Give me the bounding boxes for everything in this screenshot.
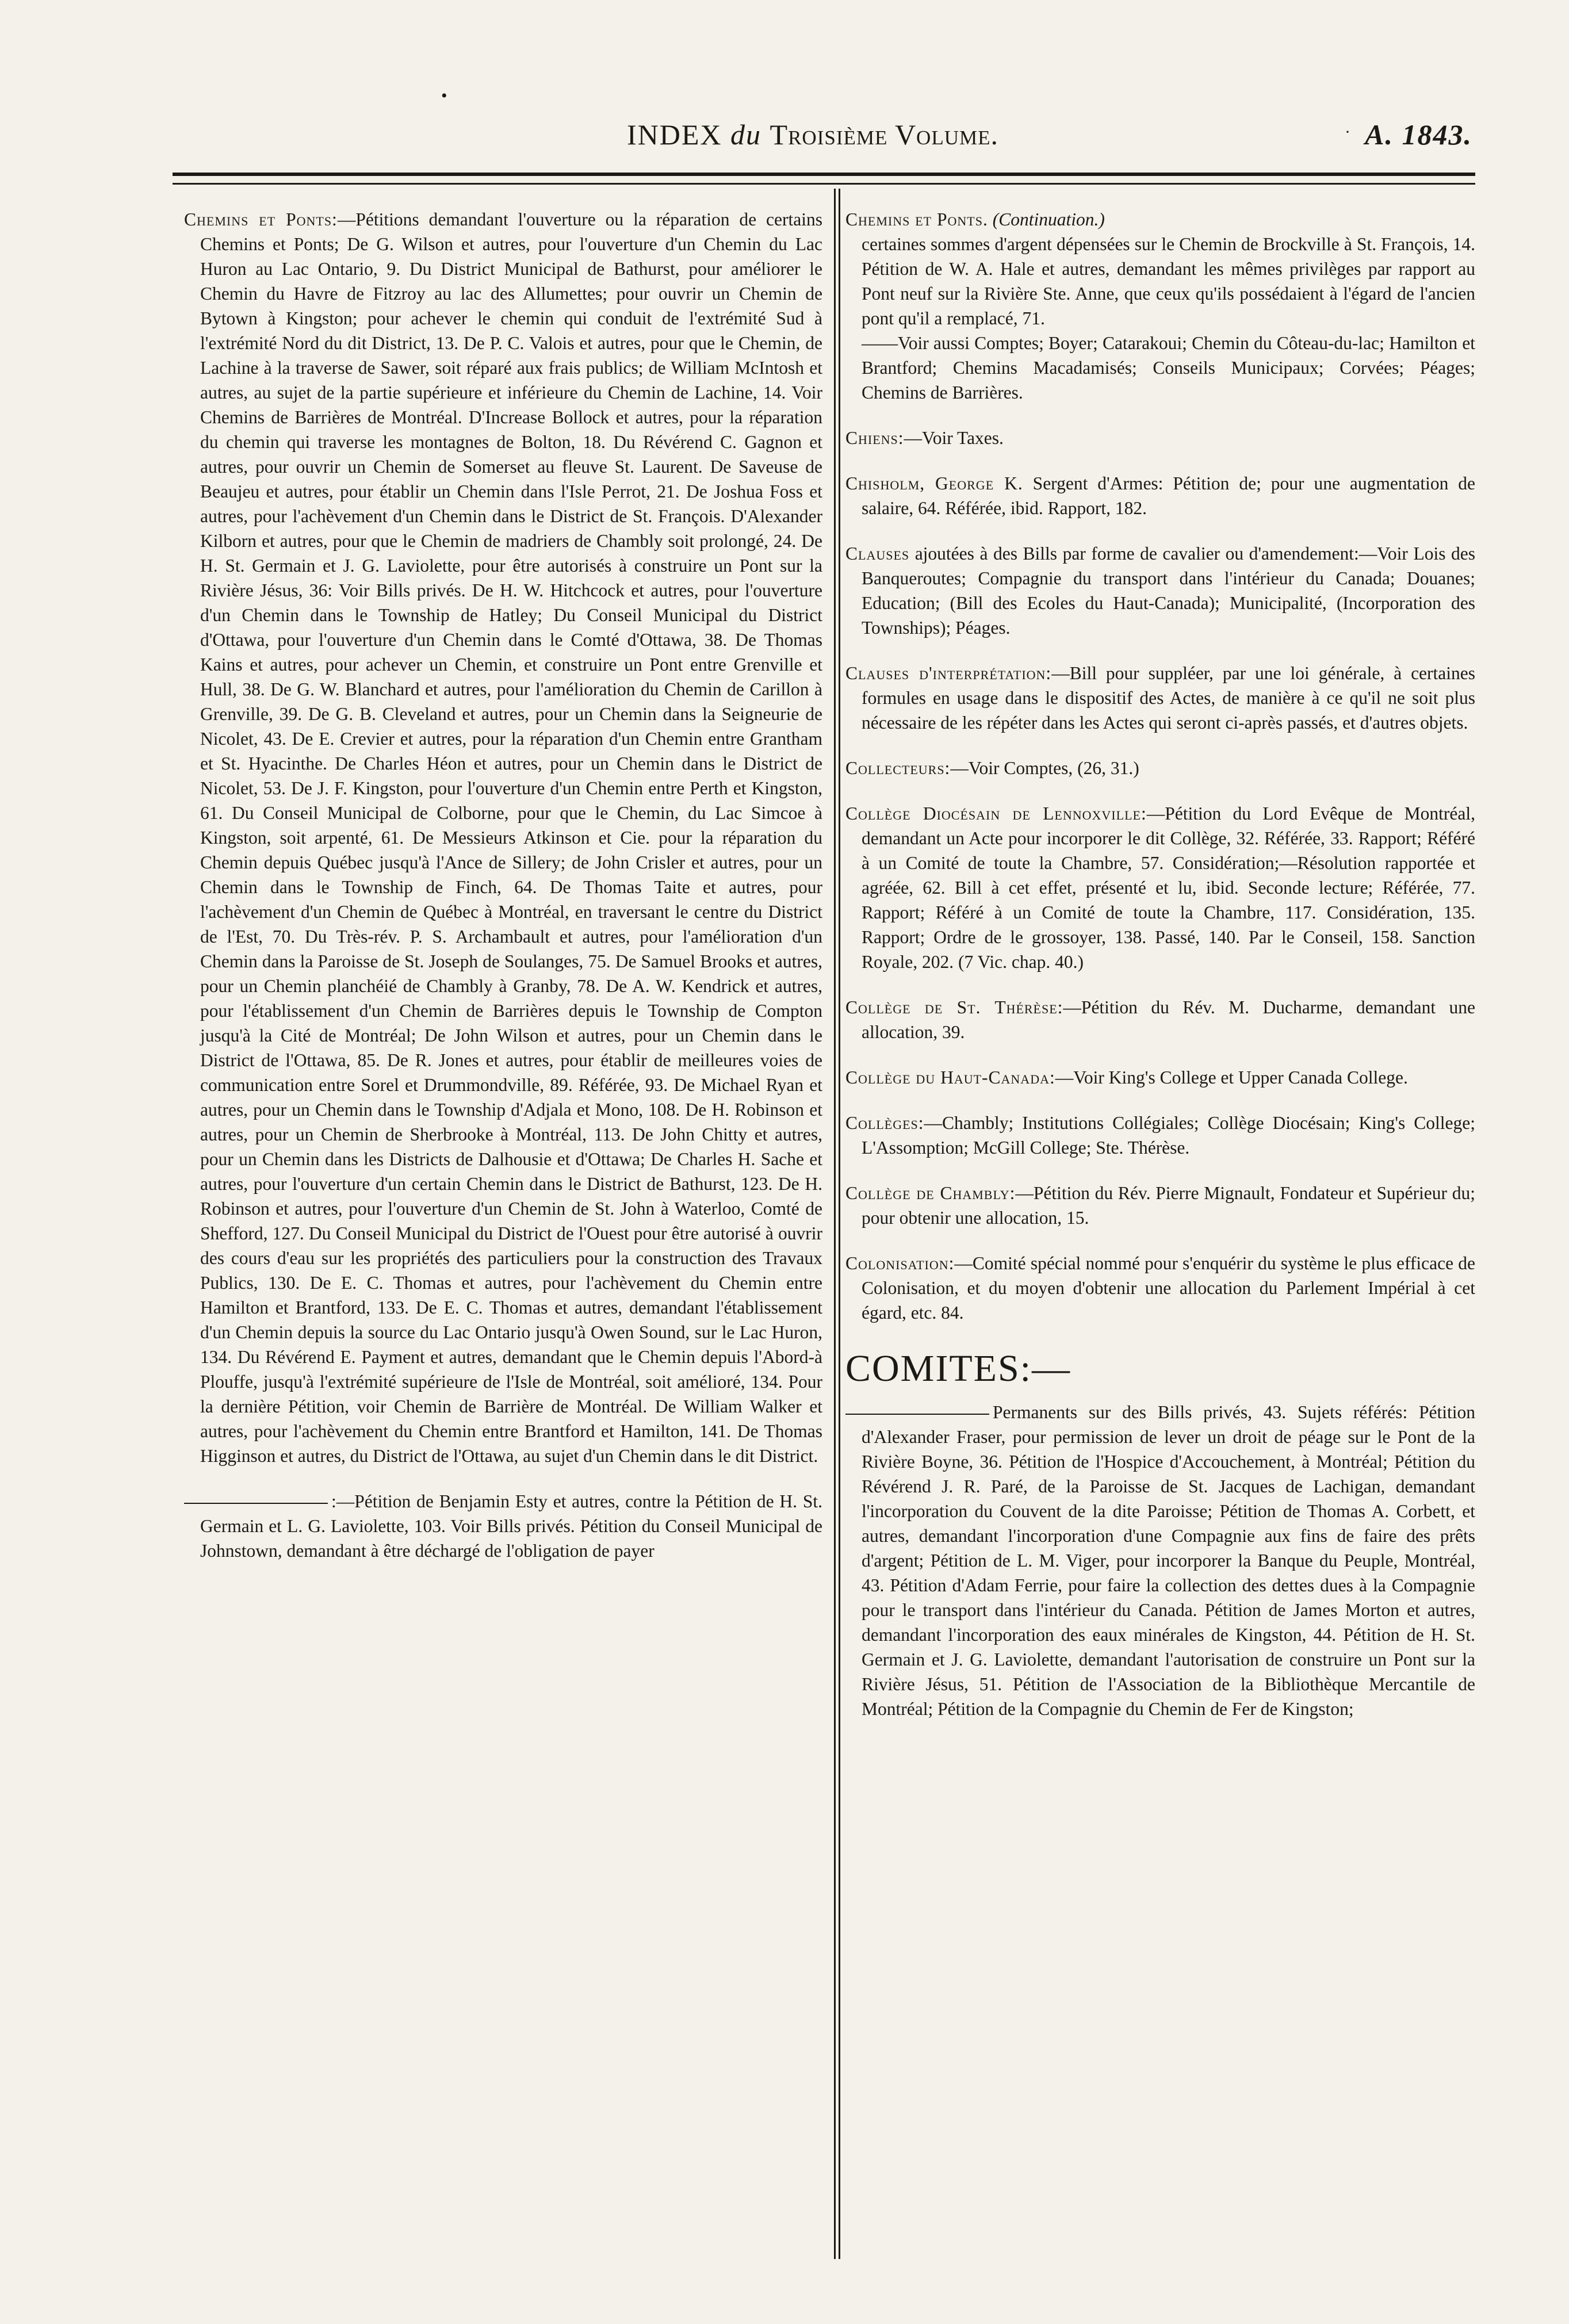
entry-clauses xyxy=(845,541,1475,640)
entry-body: —Pétitions demandant l'ouverture ou la réparation de certains Chemins et Ponts; De G. Wilson et autres, pour l'ouverture d'un Chemin du Lac Huron au Lac Ontario, 9. Du District Municipal de Bathurst, pour améliorer le Chemin du Havre de Fitzroy au lac des Allumettes; pour ouvrir un Chemin de Bytown à Kingston; pour achever le chemin qui conduit de l'extrémité Sud à l'extrémité Nord du dit District, 13. De P. C. Valois et autres, pour que le Chemin, de Lachine à la traverse de Sawer, soit réparé aux frais publics; de William McIntosh et autres, au sujet de la partie supérieure et inférieure du Chemin de Lachine, 14. Voir Chemins de Barrières de Montréal. D'Increase Bollock et autres, pour la réparation du chemin qui traverse les montagnes de Bolton, 18. Du Révérend C. Gagnon et autres, pour ouvrir un Chemin de Somerset au fleuve St. Laurent. De Saveuse de Beaujeu et autres, pour établir un Chemin dans l'Isle Perrot, 21. De Joshua Foss et autres, pour l'achèvement d'un Chemin dans le District de St. François. D'Alexander Kilborn et autres, pour que le Chemin de madriers de Chambly soit prolongé, 24. De H. St. Germain et J. G. Laviolette, pour être autorisés à construire un Pont sur la Rivière Jésus, 36: Voir Bills privés. De H. W. Hitchcock et autres, pour l'ouverture d'un Chemin dans le Township de Hatley; Du Conseil Municipal du District d'Ottawa, pour l'ouverture d'un Chemin dans le Comté d'Ottawa, 38. De Thomas Kains et autres, pour achever un Chemin, et construire un Pont entre Grenville et Hull, 38. De G. W. Blanchard et autres, pour l'amélioration du Chemin de Carillon à Grenville, 39. De G. B. Cleveland et autres, pour un Chemin dans la Seigneurie de Nicolet, 43. De E. Crevier et autres, pour la réparation d'un Chemin entre Grantham et St. Hyacinthe. De Charles Héon et autres, pour un Chemin dans le District de Nicolet, 53. De J. F. Kingston, pour l'ouverture d'un Chemin entre Perth et Kingston, 61. Du Conseil Municipal de Colborne, pour que le Chemin, du Lac Simcoe à Kingston, soit arpenté, 61. De Messieurs Atkinson et Cie. pour la réparation du Chemin depuis Québec jusqu'à l'Ance de Sillery; de John Crisler et autres, pour un Chemin dans le Township de Finch, 64. De Thomas Taite et autres, pour l'achèvement d'un Chemin de Québec à Montréal, en traversant le centre du District de l'Est, 70. Du Très-rév. P. S. Archambault et autres, pour l'amélioration d'un Chemin dans la Paroisse de St. Joseph de Soulanges, 75. De Samuel Brooks et autres, pour un Chemin planchéié de Chambly à Granby, 78. De A. W. Kendrick et autres, pour l'établissement d'un Chemin de Barrières depuis le Township de Compton jusqu'à la Cité de Montréal; De John Wilson et autres, pour un Chemin dans le District de l'Ottawa, 85. De R. Jones et autres, pour établir de meilleures voies de communication entre Sorel et Drummondville, 89. Référée, 93. De Michael Ryan et autres, pour un Chemin dans le Township d'Adjala et Mono, 108. De H. Robinson et autres, pour un Chemin de Sherbrooke à Montréal, 113. De John Chitty et autres, pour un Chemin dans les Districts de Dalhousie et d'Ottawa; De Charles H. Sache et autres, pour l'ouverture d'un certain Chemin dans le District de Bathurst, 123. De H. Robinson et autres, pour l'ouverture d'un Chemin de St. John à Waterloo, Comté de Shefford, 127. Du Conseil Municipal du District de l'Ouest pour être autorisé à ouvrir des cours d'eau sur les propriétés des particuliers pour la construction des Travaux Publics, 130. De E. C. Thomas et autres, pour l'achèvement du Chemin entre Hamilton et Brantford, 133. De E. C. Thomas et autres, demandant l'établissement d'un Chemin depuis la source du Lac Ontario jusqu'à Owen Sound, sur le Lac Huron, 134. Du Révérend E. Payment et autres, demandant que le Chemin depuis l'Abord-à Plouffe, jusqu'à l'extrémité supérieure de l'Isle de Montréal, soit amélioré, 134. Pour la dernière Pétition, voir Chemin de Barrière de Montréal. De William Walker et autres, pour l'achèvement du Chemin entre Brantford et Hamilton, 141. De Thomas Higginson et autres, du District de l'Ottawa, au sujet d'un Chemin dans le dit District. xyxy=(200,209,822,1466)
entry-body: —Bill pour suppléer, par une loi générale, à certaines formules en usage dans le dispositif des Actes, de manière à ce qu'il ne soit plus nécessaire de les répéter dans les Actes qui seront ci-après passés, et d'autres objets. xyxy=(862,663,1475,733)
left-column xyxy=(184,207,822,2277)
entry-heading: Collecteurs: xyxy=(845,758,951,778)
entry-heading: Colonisation: xyxy=(845,1253,955,1273)
running-title xyxy=(627,118,998,151)
entry-heading: Clauses xyxy=(845,543,910,564)
entry-college-lennoxville xyxy=(845,801,1475,974)
du-word: du xyxy=(730,118,762,151)
entry-body: ajoutées à des Bills par forme de cavalier ou d'amendement:—Voir Lois des Banqueroutes; Compagnie du transport dans l'intérieur du Canada; Douanes; Education; (Bill des Ecoles du Haut-Canada); Municipalité, (Incorporation des Townships); Péages. xyxy=(862,543,1475,638)
print-speck: • xyxy=(441,86,447,105)
entry-body: Permanents sur des Bills privés, 43. Sujets référés: Pétition d'Alexander Fraser, pour permission de lever un droit de péage sur le Pont de la Rivière Boyne, 36. Pétition de l'Hospice d'Accouchement, à Montréal; Pétition du Révérend J. R. Paré, de la Paroisse de St. Jacques de Lachigan, demandant l'incorporation du Couvent de la dite Paroisse; Pétition de Thomas A. Corbett, et autres, demandant l'incorporation d'une Compagnie aux fins de faire des prêts d'argent; Pétition de L. M. Viger, pour incorporer la Banque du Peuple, Montréal, 43. Pétition d'Adam Ferrie, pour faire la collection des dettes dues à la Compagnie pour le transport dans l'intérieur du Canada. Pétition de James Morton et autres, demandant l'incorporation des eaux minérales de Kingston, 44. Pétition de H. St. Germain et J. G. Laviolette, demandant l'autorisation de construire un Pont sur la Rivière Jésus, 51. Pétition de l'Association de la Bibliothèque Mercantile de Montréal; Pétition de la Compagnie du Chemin de Fer de Kingston; xyxy=(862,1402,1475,1719)
entry-heading: Chiens: xyxy=(845,428,904,448)
header-rule-thin xyxy=(173,183,1475,185)
entry-chemins-et-ponts xyxy=(184,207,822,1468)
print-mark: · xyxy=(1345,122,1352,141)
year-reference: A. 1843. xyxy=(1365,118,1472,151)
entry-collecteurs xyxy=(845,756,1475,780)
entry-heading: Chemins et Ponts: xyxy=(184,209,338,229)
entry-see-also: ——Voir aussi Comptes; Boyer; Catarakoui; Chemin du Côteau-du-lac; Hamilton et Brantford; Chemins Macadamisés; Conseils Municipaux; Corvées; Péages; Chemins de Barrières. xyxy=(862,333,1475,403)
index-word: INDEX xyxy=(627,118,722,151)
entry-body: —Comité spécial nommé pour s'enquérir du système le plus efficace de Colonisation, et du moyen d'obtenir une allocation du Parlement Impérial à cet égard, etc. 84. xyxy=(862,1253,1475,1323)
entry-heading: Collège Diocésain de Lennoxville: xyxy=(845,803,1147,824)
leader-line xyxy=(845,1414,989,1415)
section-heading-comites: COMITES:— xyxy=(845,1347,1071,1389)
entry-heading: Clauses d'interprétation: xyxy=(845,663,1052,683)
entry-heading: Collège du Haut-Canada: xyxy=(845,1067,1055,1088)
entry-body: —Voir Taxes. xyxy=(904,428,1004,448)
right-column xyxy=(845,207,1475,2277)
entry-body: —Pétition du Lord Evêque de Montréal, demandant un Acte pour incorporer le dit Collège, 32. Référée, 33. Rapport; Référé à un Comité de toute la Chambre, 57. Considération;—Résolution rapportée et agréée, 62. Bill à cet effet, présenté et lu, ibid. Seconde lecture; Référée, 77. Rapport; Référé à un Comité de toute la Chambre, 117. Considération, 135. Rapport; Ordre de le grossoyer, 138. Passé, 140. Par le Conseil, 158. Sanction Royale, 202. (7 Vic. chap. 40.) xyxy=(862,803,1475,972)
entry-body: Sergent d'Armes: Pétition de; pour une augmentation de salaire, 64. Référée, ibid. Rapport, 182. xyxy=(862,473,1475,518)
header-rule-thick xyxy=(173,173,1475,176)
entry-clauses-interpretation xyxy=(845,661,1475,735)
entry-heading: Chisholm, George K. xyxy=(845,473,1023,493)
entry-chisholm xyxy=(845,471,1475,520)
entry-college-haut-canada xyxy=(845,1065,1475,1090)
entry-colleges xyxy=(845,1111,1475,1160)
entry-chiens xyxy=(845,426,1475,450)
entry-college-st-therese xyxy=(845,995,1475,1044)
entry-body: —Voir Comptes, (26, 31.) xyxy=(950,758,1139,778)
entry-body: certaines sommes d'argent dépensées sur le Chemin de Brockville à St. François, 14. Pétition de W. A. Hale et autres, demandant les mêmes privilèges par rapport au Pont neuf sur la Rivière Ste. Anne, que ceux qu'ils possédaient à l'égard de l'ancien pont qu'il a remplacé, 71. xyxy=(862,234,1475,328)
entry-petition-esty xyxy=(184,1489,822,1563)
entry-body: —Pétition du Rév. Pierre Mignault, Fondateur et Supérieur du; pour obtenir une allocation, 15. xyxy=(862,1183,1475,1228)
page-header xyxy=(173,118,1472,158)
entry-body: :—Pétition de Benjamin Esty et autres, contre la Pétition de H. St. Germain et L. G. Laviolette, 103. Voir Bills privés. Pétition du Conseil Municipal de Johnstown, demandant à être déchargé de l'obligation de payer xyxy=(200,1491,822,1561)
leader-line xyxy=(184,1503,328,1504)
entry-heading: Chemins et Ponts. xyxy=(845,209,988,229)
entry-college-chambly xyxy=(845,1181,1475,1230)
entry-chemins-continuation xyxy=(845,207,1475,405)
entry-comites xyxy=(845,1400,1475,1721)
entry-heading: Collège de St. Thérèse: xyxy=(845,997,1063,1017)
entry-heading: Collèges: xyxy=(845,1113,924,1133)
column-divider xyxy=(834,189,840,2259)
entry-body: —Chambly; Institutions Collégiales; Collège Diocésain; King's College; L'Assomption; McGill College; Ste. Thérèse. xyxy=(862,1113,1475,1158)
entry-body: —Pétition du Rév. M. Ducharme, demandant une allocation, 39. xyxy=(862,997,1475,1042)
volume-label: Troisième Volume. xyxy=(770,118,998,151)
entry-body: —Voir King's College et Upper Canada College. xyxy=(1055,1067,1408,1088)
entry-colonisation xyxy=(845,1251,1475,1325)
continuation-label: (Continuation.) xyxy=(992,209,1105,229)
entry-heading: Collège de Chambly: xyxy=(845,1183,1016,1203)
